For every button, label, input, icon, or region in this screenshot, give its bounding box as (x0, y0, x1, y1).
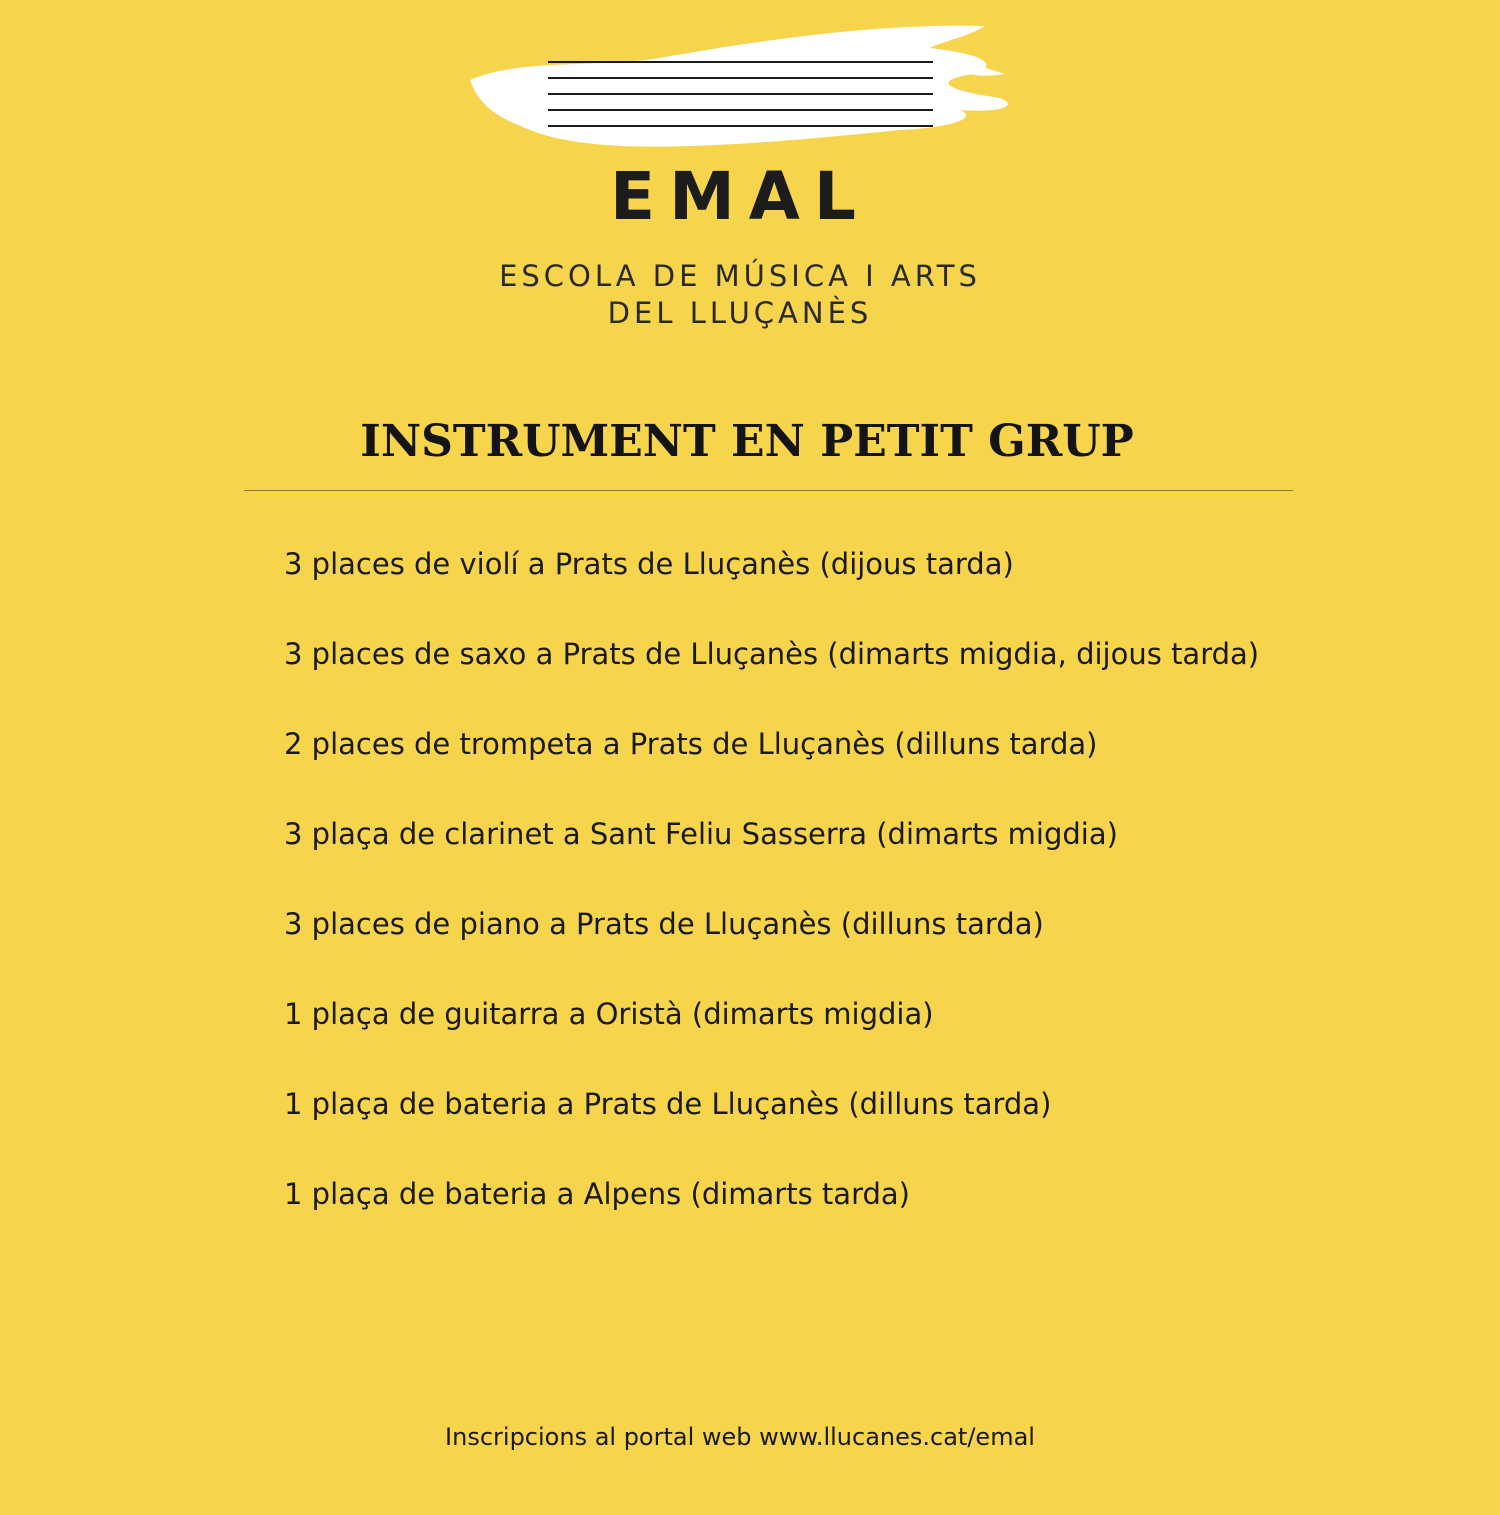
list-item: 1 plaça de guitarra a Oristà (dimarts migdia) (284, 997, 934, 1031)
footer-registration-text: Inscripcions al portal web www.llucanes.cat/emal (445, 1423, 1035, 1451)
places-list (284, 540, 1259, 1260)
list-item: 3 places de saxo a Prats de Lluçanès (dimarts migdia, dijous tarda) (284, 637, 1260, 671)
list-item: 3 places de piano a Prats de Lluçanès (dilluns tarda) (284, 907, 1044, 941)
brush-stroke-staff-logo (460, 18, 1030, 158)
brand-subtitle-line-1: ESCOLA DE MÚSICA I ARTS (499, 259, 981, 293)
list-item: 3 places de violí a Prats de Lluçanès (dijous tarda) (284, 547, 1014, 581)
list-item: 3 plaça de clarinet a Sant Feliu Sasserra (dimarts migdia) (284, 817, 1118, 851)
section-title: INSTRUMENT EN PETIT GRUP (360, 416, 1134, 467)
title-divider (244, 490, 1293, 491)
list-item: 1 plaça de bateria a Prats de Lluçanès (dilluns tarda) (284, 1087, 1052, 1121)
brand-name: EMAL (610, 158, 870, 235)
brand-subtitle-line-2: DEL LLUÇANÈS (607, 296, 873, 330)
list-item: 1 plaça de bateria a Alpens (dimarts tarda) (284, 1177, 910, 1211)
list-item: 2 places de trompeta a Prats de Lluçanès (dilluns tarda) (284, 727, 1098, 761)
brand-subtitle (0, 258, 1480, 332)
